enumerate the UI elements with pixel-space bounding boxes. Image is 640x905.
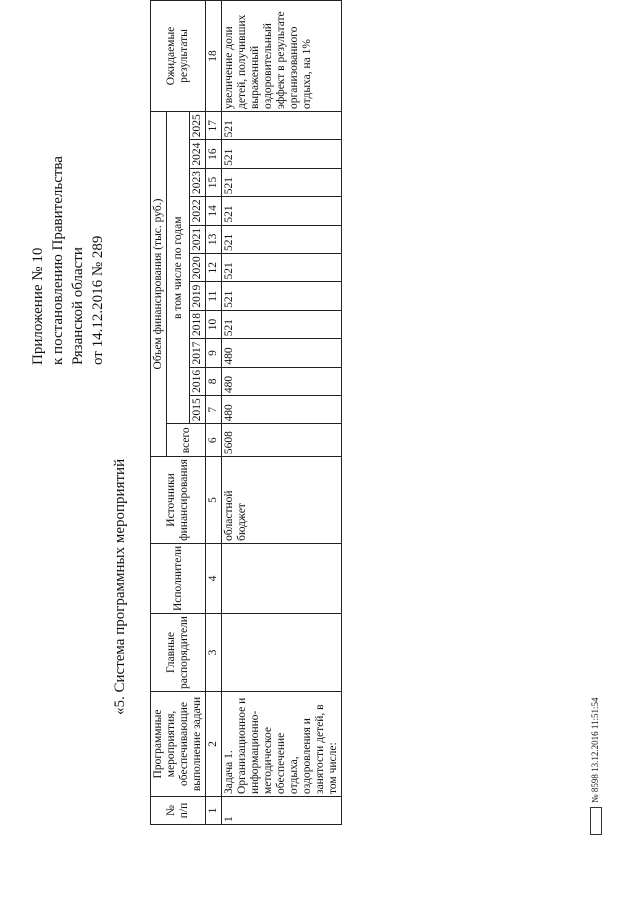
column-number-4: 4 [206, 543, 222, 613]
row-value-2022: 521 [222, 197, 342, 225]
header-by-years: в том числе по годам [167, 112, 190, 424]
row-no: 1 [222, 796, 342, 824]
appendix-line-3: Рязанской области [70, 247, 86, 365]
column-number-17: 17 [206, 112, 222, 140]
column-number-1: 1 [206, 796, 222, 824]
row-value-2020: 521 [222, 254, 342, 282]
row-total: 5608 [222, 424, 342, 457]
header-year-2025: 2025 [190, 112, 206, 140]
row-event: Задача 1. Организационное и информационно-методическое обеспечение отдыха, оздоровления и занятости детей, в том числе: [222, 691, 342, 796]
column-number-12: 12 [206, 254, 222, 282]
section-title: «5. Система программных мероприятий [112, 458, 128, 715]
table-row [222, 1, 342, 825]
row-value-2021: 521 [222, 225, 342, 253]
row-results: увеличение доли детей, получивших выраженный оздоровительный эффект в результате организованного отдыха, на 1% [222, 1, 342, 112]
header-year-2015: 2015 [190, 396, 206, 424]
header-funding: Объем финансирования (тыс. руб.) [151, 112, 167, 457]
stamp-logo [590, 807, 602, 835]
column-number-14: 14 [206, 197, 222, 225]
header-year-2018: 2018 [190, 310, 206, 338]
header-row-1 [151, 1, 167, 825]
column-number-7: 7 [206, 396, 222, 424]
row-value-2018: 521 [222, 310, 342, 338]
row-managers [222, 614, 342, 692]
program-table [150, 0, 342, 825]
header-sources: Источники финансирования [151, 457, 206, 544]
stamp-text: № 8598 13.12.2016 11:51:54 [590, 697, 601, 803]
column-number-9: 9 [206, 339, 222, 367]
column-number-2: 2 [206, 691, 222, 796]
header-results: Ожидаемые результаты [151, 1, 206, 112]
row-value-2024: 521 [222, 140, 342, 168]
registration-stamp [590, 697, 602, 835]
column-number-13: 13 [206, 225, 222, 253]
row-value-2025: 521 [222, 112, 342, 140]
appendix-line-4: от 14.12.2016 № 289 [90, 235, 106, 365]
header-no: № п/п [151, 796, 206, 824]
row-value-2023: 521 [222, 168, 342, 196]
column-number-16: 16 [206, 140, 222, 168]
column-number-8: 8 [206, 367, 222, 395]
row-executors [222, 543, 342, 613]
column-number-3: 3 [206, 614, 222, 692]
header-year-2019: 2019 [190, 282, 206, 310]
header-executors: Исполнители [151, 543, 206, 613]
header-year-2017: 2017 [190, 339, 206, 367]
row-source: областной бюджет [222, 457, 342, 544]
header-managers: Главные распорядители [151, 614, 206, 692]
column-number-18: 18 [206, 1, 222, 112]
header-year-2023: 2023 [190, 168, 206, 196]
header-year-2022: 2022 [190, 197, 206, 225]
column-number-11: 11 [206, 282, 222, 310]
header-year-2021: 2021 [190, 225, 206, 253]
column-number-5: 5 [206, 457, 222, 544]
row-value-2017: 480 [222, 339, 342, 367]
row-value-2016: 480 [222, 367, 342, 395]
column-numbers-row [206, 1, 222, 825]
header-year-2020: 2020 [190, 254, 206, 282]
appendix-line-2: к постановлению Правительства [50, 156, 66, 365]
header-events: Программные мероприятия, обеспечивающие выполнение задачи [151, 691, 206, 796]
column-number-10: 10 [206, 310, 222, 338]
row-value-2015: 480 [222, 396, 342, 424]
header-year-2024: 2024 [190, 140, 206, 168]
column-number-6: 6 [206, 424, 222, 457]
header-total: всего [167, 424, 206, 457]
column-number-15: 15 [206, 168, 222, 196]
appendix-header [28, 65, 108, 365]
appendix-line-1: Приложение № 10 [30, 247, 46, 365]
header-year-2016: 2016 [190, 367, 206, 395]
row-value-2019: 521 [222, 282, 342, 310]
